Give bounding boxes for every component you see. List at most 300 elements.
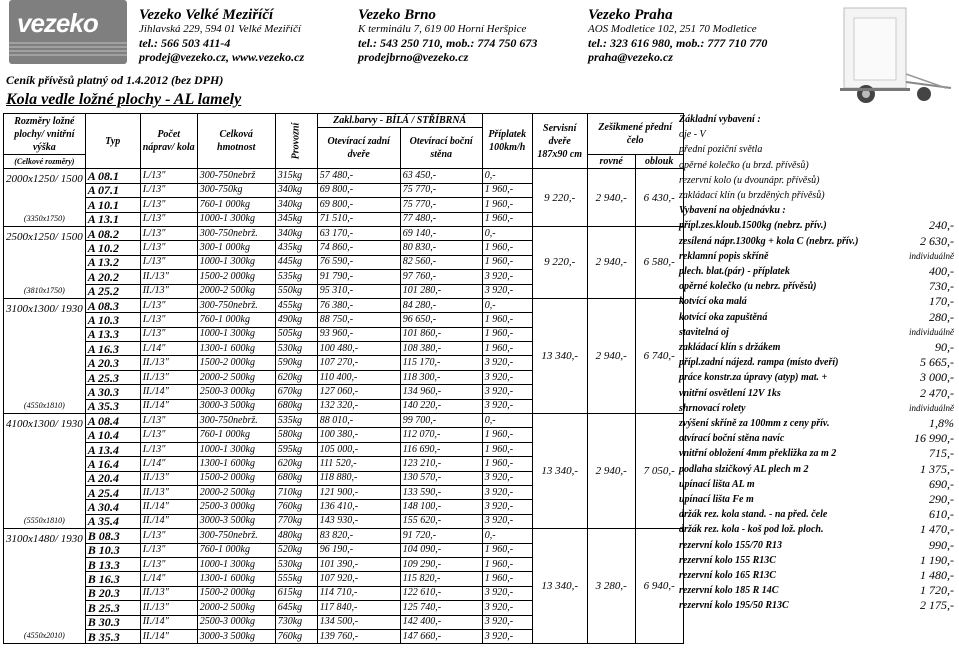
office-email: prodejbrno@vezeko.cz [358, 50, 469, 64]
equipment-item [677, 128, 956, 141]
equipment-item [677, 250, 956, 263]
price-rear-door: 63 170,- [317, 226, 400, 240]
equipment-label: zvýšení skříně za 100mm z ceny přív. [679, 418, 830, 429]
weight-range: 2500-3 000kg [197, 615, 275, 629]
office-name: Vezeko Praha [588, 7, 673, 23]
axles-wheels: I./14" [140, 342, 197, 356]
price-list-validity: Ceník přívěsů platný od 1.4.2012 (bez DPH) [6, 73, 224, 87]
operating-weight: 315kg [275, 169, 317, 183]
surcharge-100kmh: 1 960,- [482, 557, 532, 571]
price-rear-door: 107 920,- [317, 572, 400, 586]
price-rear-door: 69 800,- [317, 183, 400, 197]
equipment-label: shrnovací rolety [679, 402, 746, 414]
service-door-price: 13 340,- [532, 298, 587, 413]
axles-wheels: II./13" [140, 586, 197, 600]
total-dimensions: (3350x1750) [23, 213, 65, 223]
price-side-wall: 101 280,- [400, 284, 482, 298]
weight-range: 760-1 000kg [197, 313, 275, 327]
weight-range: 1500-2 000kg [197, 471, 275, 485]
header-zkos [587, 114, 683, 155]
front-arched-price: 6 580,- [635, 226, 683, 298]
axles-wheels: II./13" [140, 356, 197, 370]
equipment-label: rezervní kolo 165 R13C [679, 570, 776, 581]
office-praha [588, 8, 767, 64]
order-equipment-title [677, 204, 956, 217]
price-side-wall: 84 280,- [400, 298, 482, 312]
weight-range: 760-1 000kg [197, 428, 275, 442]
type-code: A 30.4 [85, 500, 140, 514]
weight-range: 760-1 000kg [197, 198, 275, 212]
price-side-wall: 147 660,- [400, 629, 482, 643]
axles-wheels: II./14" [140, 500, 197, 514]
equipment-item [677, 447, 956, 460]
equipment-item [677, 235, 956, 248]
dimension-value: 3100x1480/ 1930 [6, 533, 83, 546]
axles-wheels: I./13" [140, 442, 197, 456]
header-row [4, 114, 684, 128]
price-rear-door: 76 590,- [317, 255, 400, 269]
type-code: B 08.3 [85, 529, 140, 543]
price-side-wall: 133 590,- [400, 485, 482, 499]
type-code: A 35.4 [85, 514, 140, 528]
price-side-wall: 115 820,- [400, 572, 482, 586]
dimension-cell [4, 298, 86, 413]
vezeko-logo [9, 0, 127, 64]
equipment-item [677, 371, 956, 384]
equipment-label: upínací lišta Fe m [679, 494, 754, 505]
front-straight-price: 3 280,- [587, 529, 635, 644]
weight-range: 2000-2 500kg [197, 370, 275, 384]
total-dimensions: (4550x1810) [23, 401, 65, 411]
surcharge-100kmh: 0,- [482, 298, 532, 312]
table-row [4, 529, 684, 543]
axles-wheels: I./13" [140, 327, 197, 341]
surcharge-100kmh: 0,- [482, 226, 532, 240]
surcharge-100kmh: 0,- [482, 529, 532, 543]
price-rear-door: 96 190,- [317, 543, 400, 557]
surcharge-100kmh: 3 920,- [482, 615, 532, 629]
office-velke-mezirici [139, 8, 304, 64]
operating-weight: 770kg [275, 514, 317, 528]
equipment-item [677, 280, 956, 293]
weight-range: 1500-2 000kg [197, 270, 275, 284]
price-side-wall: 134 960,- [400, 385, 482, 399]
equipment-label: vnitřní osvětlení 12V 1ks [679, 387, 781, 399]
price-side-wall: 69 140,- [400, 226, 482, 240]
header-dims-note [4, 155, 86, 169]
dimension-value: 2500x1250/ 1500 [6, 230, 83, 243]
surcharge-100kmh: 0,- [482, 169, 532, 183]
surcharge-100kmh: 3 920,- [482, 284, 532, 298]
header-priplatek-label: Příplatek 100km/h [488, 129, 527, 154]
front-straight-price: 2 940,- [587, 169, 635, 227]
price-side-wall: 109 290,- [400, 557, 482, 571]
header-rovne-label: rovné [599, 156, 623, 168]
operating-weight: 535kg [275, 414, 317, 428]
equipment-label: zakládací klín (u brzděných přívěsů) [679, 190, 825, 201]
table-row [4, 414, 684, 428]
surcharge-100kmh: 3 920,- [482, 586, 532, 600]
price-side-wall: 96 650,- [400, 313, 482, 327]
equipment-label: rezervní kolo 185 R 14C [679, 585, 779, 597]
weight-range: 1000-1 300kg [197, 255, 275, 269]
equipment-price: 730,- [929, 279, 954, 294]
price-side-wall: 116 690,- [400, 442, 482, 456]
office-address: K terminálu 7, 619 00 Horní Heršpice [358, 23, 527, 35]
price-side-wall: 82 560,- [400, 255, 482, 269]
surcharge-100kmh: 3 920,- [482, 471, 532, 485]
axles-wheels: I./13" [140, 226, 197, 240]
type-code: A 10.3 [85, 313, 140, 327]
operating-weight: 530kg [275, 342, 317, 356]
equipment-item [677, 523, 956, 536]
equipment-price: 1 720,- [920, 583, 954, 598]
axles-wheels: II./14" [140, 615, 197, 629]
operating-weight: 590kg [275, 356, 317, 370]
weight-range: 300-1 000kg [197, 241, 275, 255]
axles-wheels: II./13" [140, 485, 197, 499]
service-door-price: 13 340,- [532, 414, 587, 529]
dimension-value: 2000x1250/ 1500 [6, 173, 83, 186]
header-rovne [587, 155, 635, 169]
price-rear-door: 111 520,- [317, 457, 400, 471]
table-row [4, 169, 684, 183]
weight-range: 300-750nebrž. [197, 529, 275, 543]
header-bocni [400, 128, 482, 169]
header-dims-label: Rozměry ložné plochy/ vnitřní výška [14, 115, 75, 153]
surcharge-100kmh: 3 920,- [482, 370, 532, 384]
price-table [3, 113, 684, 644]
price-rear-door: 88 750,- [317, 313, 400, 327]
price-rear-door: 74 860,- [317, 241, 400, 255]
weight-range: 1000-1 300kg [197, 442, 275, 456]
price-rear-door: 134 500,- [317, 615, 400, 629]
surcharge-100kmh: 3 920,- [482, 514, 532, 528]
equipment-item [677, 295, 956, 308]
type-code: A 08.3 [85, 298, 140, 312]
operating-weight: 615kg [275, 586, 317, 600]
operating-weight: 555kg [275, 572, 317, 586]
type-code: A 08.2 [85, 226, 140, 240]
equipment-price: 1,8% [929, 416, 954, 430]
header-provozni-label: Provozní [290, 122, 302, 160]
surcharge-100kmh: 1 960,- [482, 442, 532, 456]
total-dimensions: (3810x1750) [23, 285, 65, 295]
service-door-price: 9 220,- [532, 169, 587, 227]
price-rear-door: 57 480,- [317, 169, 400, 183]
office-email: praha@vezeko.cz [588, 50, 673, 64]
equipment-price: 90,- [935, 340, 954, 354]
surcharge-100kmh: 1 960,- [482, 313, 532, 327]
equipment-item [677, 554, 956, 567]
operating-weight: 530kg [275, 557, 317, 571]
price-rear-door: 107 270,- [317, 356, 400, 370]
price-rear-door: 95 310,- [317, 284, 400, 298]
office-brno [358, 8, 537, 64]
equipment-price: 715,- [929, 446, 954, 461]
axles-wheels: I./14" [140, 572, 197, 586]
type-code: A 20.3 [85, 356, 140, 370]
type-code: A 13.1 [85, 212, 140, 226]
weight-range: 2500-3 000kg [197, 500, 275, 514]
equipment-label: Základní vybavení : [679, 114, 761, 125]
weight-range: 3000-3 500kg [197, 399, 275, 413]
equipment-price: 2 470,- [920, 385, 954, 400]
operating-weight: 550kg [275, 284, 317, 298]
office-address: AOS Modletice 102, 251 70 Modletice [588, 23, 757, 35]
operating-weight: 645kg [275, 601, 317, 615]
office-address: Jihlavská 229, 594 01 Velké Meziříčí [139, 23, 301, 35]
equipment-item [677, 143, 956, 156]
equipment-label: oje - V [679, 129, 706, 141]
equipment-label: kotvící oka malá [679, 296, 747, 308]
price-rear-door: 100 380,- [317, 428, 400, 442]
price-rear-door: 127 060,- [317, 385, 400, 399]
type-code: A 30.3 [85, 385, 140, 399]
price-side-wall: 118 300,- [400, 370, 482, 384]
price-side-wall: 122 610,- [400, 586, 482, 600]
weight-range: 1300-1 600kg [197, 572, 275, 586]
weight-range: 2500-3 000kg [197, 385, 275, 399]
logo-stripes [9, 42, 127, 56]
weight-range: 1000-1 300kg [197, 557, 275, 571]
operating-weight: 490kg [275, 313, 317, 327]
price-side-wall: 112 070,- [400, 428, 482, 442]
type-code: A 20.2 [85, 270, 140, 284]
axles-wheels: II./14" [140, 385, 197, 399]
equipment-item [677, 478, 956, 491]
header-oblouk-label: oblouk [645, 156, 674, 168]
axles-wheels: I./13" [140, 529, 197, 543]
type-code: A 25.2 [85, 284, 140, 298]
axles-wheels: I./13" [140, 428, 197, 442]
surcharge-100kmh: 3 920,- [482, 385, 532, 399]
equipment-label: vnitřní obložení 4mm překližka za m 2 [679, 448, 837, 460]
front-straight-price: 2 940,- [587, 298, 635, 413]
surcharge-100kmh: 1 960,- [482, 342, 532, 356]
price-side-wall: 97 760,- [400, 270, 482, 284]
type-code: A 07.1 [85, 183, 140, 197]
dimension-cell [4, 226, 86, 298]
header-typ [85, 114, 140, 169]
price-side-wall: 123 210,- [400, 457, 482, 471]
price-side-wall: 101 860,- [400, 327, 482, 341]
operating-weight: 455kg [275, 298, 317, 312]
operating-weight: 680kg [275, 471, 317, 485]
equipment-price: 1 190,- [920, 552, 954, 567]
office-phone: tel.: 543 250 710, mob.: 774 750 673 [358, 36, 538, 50]
equipment-label: rezervní kolo 155 R13C [679, 554, 776, 566]
axles-wheels: II./14" [140, 514, 197, 528]
price-rear-door: 93 960,- [317, 327, 400, 341]
equipment-item [677, 432, 956, 445]
equipment-price: 2 175,- [920, 598, 954, 613]
equipment-price: 3 000,- [920, 370, 954, 385]
header-zakl-label: Zakl.barvy - BÍLÁ / STŘÍBRNÁ [333, 115, 467, 127]
equipment-price: 290,- [929, 492, 954, 506]
equipment-label: upínací lišta AL m [679, 478, 755, 490]
weight-range: 2000-2 500kg [197, 601, 275, 615]
price-list-title: Kola vedle ložné plochy - AL lamely [6, 91, 242, 108]
axles-wheels: I./13" [140, 183, 197, 197]
equipment-item [677, 341, 956, 354]
header-bocni-label: Otevírací boční stěna [409, 136, 473, 161]
weight-range: 300-750nebrž. [197, 298, 275, 312]
type-code: A 10.1 [85, 198, 140, 212]
equipment-price: 1 480,- [920, 568, 954, 582]
axles-wheels: I./13" [140, 169, 197, 183]
equipment-price: 610,- [929, 507, 954, 522]
price-rear-door: 100 480,- [317, 342, 400, 356]
price-side-wall: 104 090,- [400, 543, 482, 557]
dimension-cell [4, 529, 86, 644]
front-arched-price: 6 940,- [635, 529, 683, 644]
price-side-wall: 63 450,- [400, 169, 482, 183]
price-side-wall: 91 720,- [400, 529, 482, 543]
front-arched-price: 7 050,- [635, 414, 683, 529]
surcharge-100kmh: 3 920,- [482, 500, 532, 514]
weight-range: 3000-3 500kg [197, 514, 275, 528]
axles-wheels: I./13" [140, 313, 197, 327]
weight-range: 1000-1 300kg [197, 327, 275, 341]
type-code: A 13.2 [85, 255, 140, 269]
header-zadni-label: Otevírací zadní dveře [327, 136, 390, 161]
equipment-item [677, 326, 956, 339]
equipment-item [677, 463, 956, 476]
price-side-wall: 125 740,- [400, 601, 482, 615]
header-zadni [317, 128, 400, 169]
axles-wheels: II./13" [140, 471, 197, 485]
surcharge-100kmh: 0,- [482, 414, 532, 428]
weight-range: 1000-1 300kg [197, 212, 275, 226]
operating-weight: 760kg [275, 500, 317, 514]
axles-wheels: I./13" [140, 298, 197, 312]
header-zakl [317, 114, 482, 128]
header-servis-label: Servisní dveře 187x90 cm [537, 122, 583, 160]
equipment-label: přípl.zes.kloub.1500kg (nebrz. přív.) [679, 220, 827, 232]
equipment-price: individuálně [909, 250, 954, 261]
price-side-wall: 99 700,- [400, 414, 482, 428]
equipment-price: 2 630,- [920, 233, 954, 248]
header-zkos-label: Zešikmené přední čelo [598, 122, 672, 146]
equipment-item [677, 189, 956, 202]
total-dimensions: (4550x2010) [23, 631, 65, 641]
price-side-wall: 108 380,- [400, 342, 482, 356]
equipment-item [677, 311, 956, 324]
operating-weight: 670kg [275, 385, 317, 399]
price-rear-door: 121 900,- [317, 485, 400, 499]
equipment-item [677, 539, 956, 552]
equipment-label: stavitelná oj [679, 326, 729, 338]
operating-weight: 480kg [275, 529, 317, 543]
price-rear-door: 114 710,- [317, 586, 400, 600]
type-code: B 25.3 [85, 601, 140, 615]
table-row [4, 226, 684, 240]
surcharge-100kmh: 1 960,- [482, 572, 532, 586]
price-side-wall: 77 480,- [400, 212, 482, 226]
weight-range: 1300-1 600kg [197, 457, 275, 471]
price-rear-door: 71 510,- [317, 212, 400, 226]
equipment-item [677, 174, 956, 187]
operating-weight: 345kg [275, 212, 317, 226]
type-code: A 25.4 [85, 485, 140, 499]
header-hmotnost-label: Celková hmotnost [217, 129, 256, 154]
header-pocet [140, 114, 197, 169]
type-code: A 25.3 [85, 370, 140, 384]
price-rear-door: 91 790,- [317, 270, 400, 284]
axles-wheels: I./13" [140, 414, 197, 428]
type-code: B 20.3 [85, 586, 140, 600]
equipment-label: zesílená nápr.1300kg + kola C (nebrz. přív.) [679, 235, 859, 247]
surcharge-100kmh: 3 920,- [482, 356, 532, 370]
axles-wheels: I./13" [140, 198, 197, 212]
equipment-item [677, 508, 956, 521]
price-rear-door: 105 000,- [317, 442, 400, 456]
weight-range: 760-1 000kg [197, 543, 275, 557]
equipment-label: opěrné kolečko (u nebrz. přívěsů) [679, 281, 817, 293]
equipment-label: zakládací klín s držákem [679, 342, 781, 353]
surcharge-100kmh: 3 920,- [482, 601, 532, 615]
front-arched-price: 6 740,- [635, 298, 683, 413]
logo-text: vezeko [17, 8, 98, 38]
operating-weight: 680kg [275, 399, 317, 413]
equipment-label: držák rez. kola stand. - na před. čele [679, 509, 828, 521]
dimension-cell [4, 169, 86, 227]
operating-weight: 730kg [275, 615, 317, 629]
type-code: A 13.3 [85, 327, 140, 341]
table-row [4, 298, 684, 312]
price-rear-door: 139 760,- [317, 629, 400, 643]
equipment-price: 240,- [929, 218, 954, 233]
equipment-item [677, 569, 956, 582]
price-rear-door: 76 380,- [317, 298, 400, 312]
equipment-item [677, 387, 956, 400]
weight-range: 3000-3 500kg [197, 629, 275, 643]
type-code: B 16.3 [85, 572, 140, 586]
axles-wheels: II./13" [140, 270, 197, 284]
axles-wheels: I./13" [140, 255, 197, 269]
price-side-wall: 115 170,- [400, 356, 482, 370]
type-code: A 10.4 [85, 428, 140, 442]
equipment-item [677, 265, 956, 278]
type-code: B 13.3 [85, 557, 140, 571]
price-side-wall: 140 220,- [400, 399, 482, 413]
basic-equipment-title [677, 113, 956, 126]
equipment-label: přípl.zadní nájezd. rampa (místo dveří) [679, 357, 839, 369]
axles-wheels: II./13" [140, 284, 197, 298]
price-side-wall: 148 100,- [400, 500, 482, 514]
surcharge-100kmh: 3 920,- [482, 270, 532, 284]
price-rear-door: 69 800,- [317, 198, 400, 212]
equipment-label: kotvící oka zapuštěná [679, 311, 768, 323]
equipment-label: rezervní kolo (u dvounápr. přívěsů) [679, 174, 820, 186]
header-dims-note-label: (Celkové rozměry) [14, 157, 75, 167]
axles-wheels: II./13" [140, 601, 197, 615]
header-hmotnost [197, 114, 275, 169]
price-rear-door: 136 410,- [317, 500, 400, 514]
header-oblouk [635, 155, 683, 169]
operating-weight: 505kg [275, 327, 317, 341]
surcharge-100kmh: 3 920,- [482, 399, 532, 413]
surcharge-100kmh: 1 960,- [482, 543, 532, 557]
equipment-label: práce konstr.za úpravy (atyp) mat. + [679, 372, 828, 384]
header-priplatek [482, 114, 532, 169]
price-rear-door: 110 400,- [317, 370, 400, 384]
equipment-label: plech. blat.(pár) - příplatek [679, 266, 790, 277]
equipment-price: 170,- [929, 294, 954, 309]
operating-weight: 445kg [275, 255, 317, 269]
front-straight-price: 2 940,- [587, 226, 635, 298]
